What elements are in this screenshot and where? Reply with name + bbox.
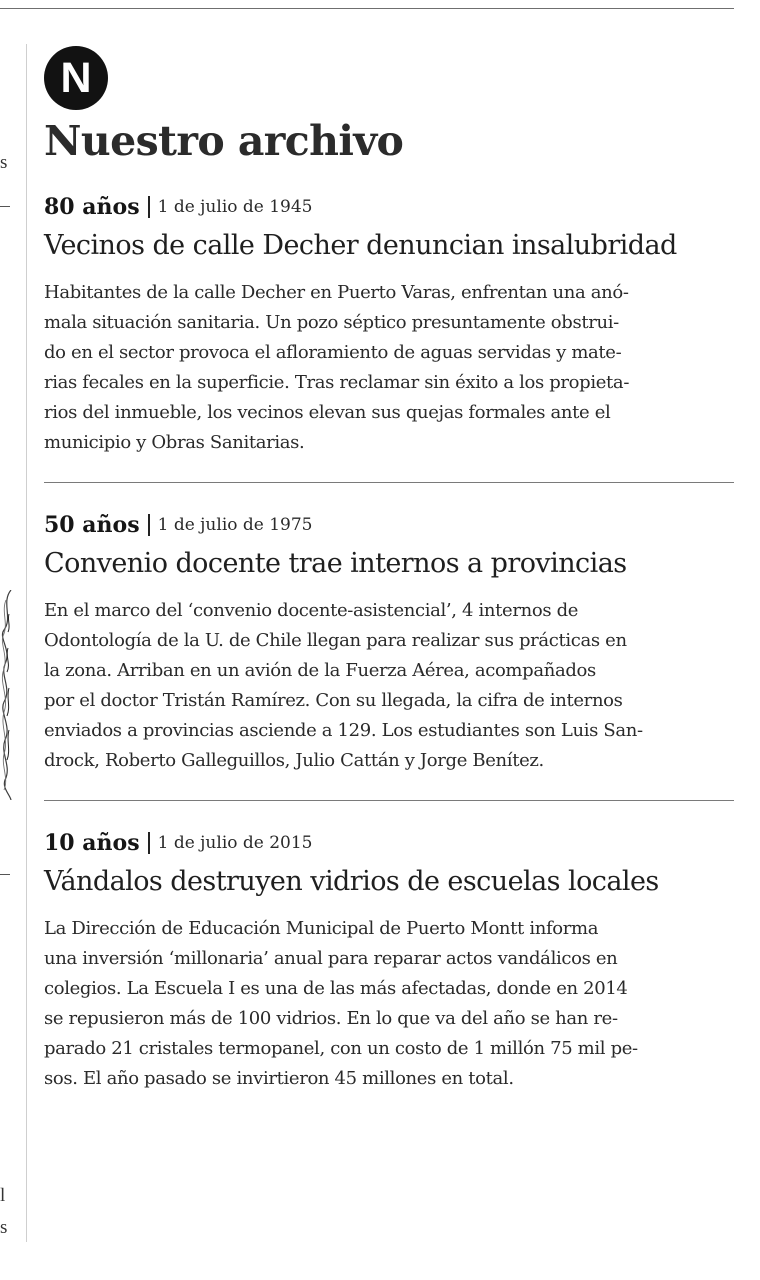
body-line: rios del inmueble, los vecinos elevan sus quejas formales ante el [44,402,611,424]
adjacent-column-fragment-bottom [0,1186,10,1206]
body-line: En el marco del ‘convenio docente-asistencial’, 4 internos de [44,600,579,622]
body-line: La Dirección de Educación Municipal de Puerto Montt informa [44,918,599,940]
entry-date: 1 de julio de 2015 [157,833,313,854]
kicker-separator [148,514,150,536]
body-line: sos. El año pasado se invirtieron 45 millones en total. [44,1068,514,1090]
entry-years: 50 años [44,512,140,539]
kicker-separator [148,832,150,854]
body-line: una inversión ‘millonaria’ anual para reparar actos vandálicos en [44,948,618,970]
entry-kicker [44,511,734,539]
section-title: Nuestro archivo [44,117,404,165]
body-line: por el doctor Tristán Ramírez. Con su llegada, la cifra de internos [44,690,623,712]
top-divider [0,8,734,9]
entry-date: 1 de julio de 1945 [157,197,313,218]
body-line: parado 21 cristales termopanel, con un costo de 1 millón 75 mil pe- [44,1038,638,1060]
archive-entry-10-years [44,829,734,1094]
entry-headline: Convenio docente trae internos a provincias [44,548,627,580]
body-line: enviados a provincias asciende a 129. Los estudiantes son Luis San- [44,720,643,742]
logo-letter: N [60,53,92,102]
adjacent-column-letter: s [0,153,8,173]
body-line: drock, Roberto Galleguillos, Julio Cattán y Jorge Benítez. [44,750,544,772]
entry-kicker [44,193,734,221]
adjacent-column-rule [0,874,10,875]
archive-entry-80-years [44,193,734,458]
body-line: municipio y Obras Sanitarias. [44,432,305,454]
entry-body [44,914,734,1094]
body-line: colegios. La Escuela I es una de las más afectadas, donde en 2014 [44,978,628,1000]
body-line: la zona. Arriban en un avión de la Fuerza Aérea, acompañados [44,660,596,682]
body-line: do en el sector provoca el afloramiento de aguas servidas y mate- [44,342,622,364]
body-line: rias fecales en la superficie. Tras reclamar sin éxito a los propieta- [44,372,630,394]
entry-divider [44,800,734,801]
entry-body [44,596,734,776]
body-line: Habitantes de la calle Decher en Puerto Varas, enfrentan una anó- [44,282,629,304]
entry-date: 1 de julio de 1975 [157,515,313,536]
adjacent-column-ornament [0,590,13,800]
entry-kicker [44,829,734,857]
entry-headline: Vecinos de calle Decher denuncian insalubridad [44,230,677,262]
newspaper-logo-badge [44,46,108,110]
adjacent-column-fragment-bottom [0,1218,10,1238]
body-line: Odontología de la U. de Chile llegan para realizar sus prácticas en [44,630,627,652]
adjacent-column-rule [0,206,10,207]
body-line: mala situación sanitaria. Un pozo séptico presuntamente obstrui- [44,312,619,334]
entry-divider [44,482,734,483]
kicker-separator [148,196,150,218]
entry-headline: Vándalos destruyen vidrios de escuelas locales [44,866,659,898]
entry-years: 80 años [44,194,140,221]
archive-entry-50-years [44,511,734,776]
body-line: se repusieron más de 100 vidrios. En lo que va del año se han re- [44,1008,618,1030]
adjacent-column-letter: l [0,1186,6,1206]
adjacent-column-letter: s [0,1218,8,1238]
adjacent-column-fragment-top [0,153,10,173]
entry-body [44,278,734,458]
archive-column [44,46,734,1094]
entry-years: 10 años [44,830,140,857]
column-gutter-rule [26,44,27,1242]
